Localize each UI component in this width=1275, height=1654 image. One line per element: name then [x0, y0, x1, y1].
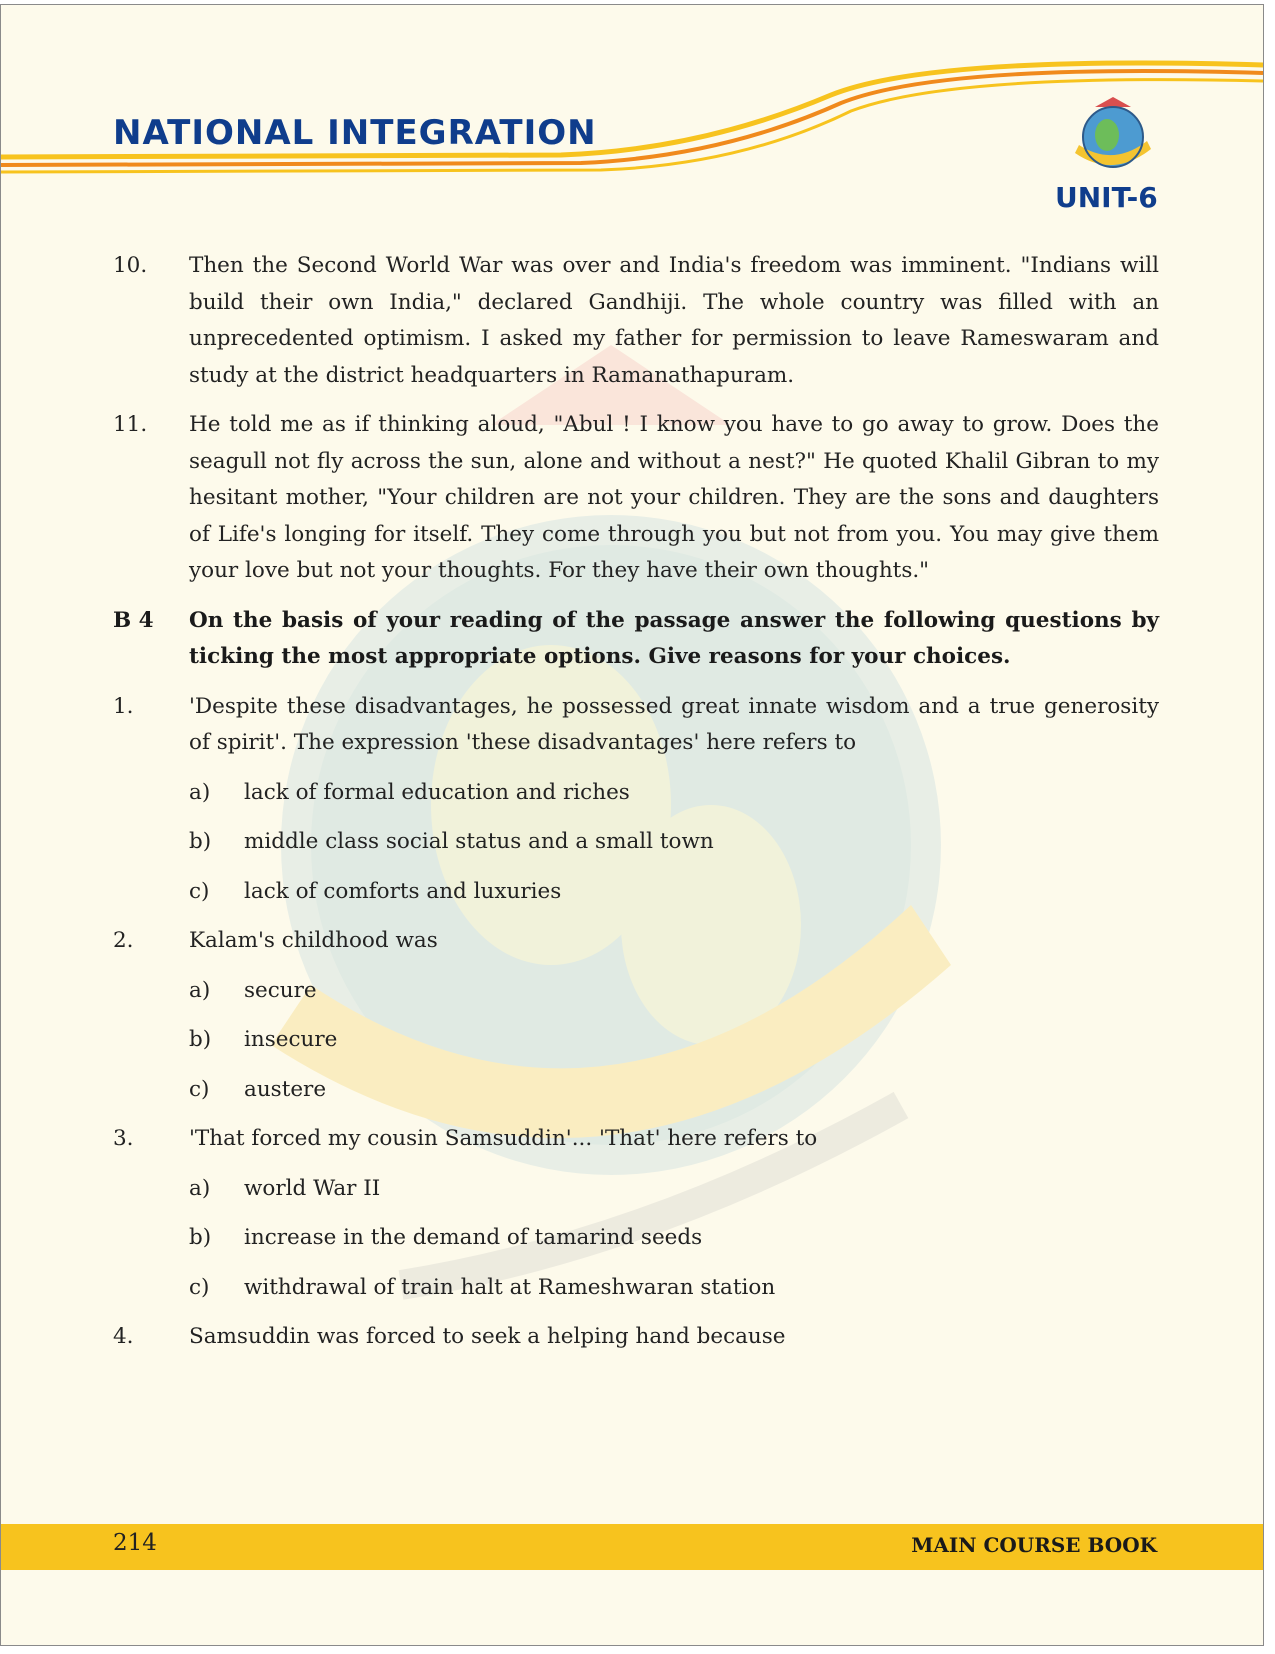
question-text: Samsuddin was forced to seek a helping hand because [189, 1324, 786, 1349]
question-text: 'Despite these disadvantages, he possessed great innate wisdom and a true generosity of spirit'. The expression 'these disadvantages' here refers to [189, 693, 1159, 755]
paragraph-text: He told me as if thinking aloud, "Abul ! I know you have to go away to grow. Does the seagull not fly across the sun, alone and without a nest?" He quoted Khalil Gibran to my hesitant mother, "Your children are not your children. They are the sons and daughters of Life's longing for itself. They come through you but not from you. You may give them your love but not your thoughts. For they have their own thoughts." [189, 412, 1159, 583]
option-item[interactable] [189, 1022, 1159, 1059]
option-text: lack of comforts and luxuries [244, 878, 562, 904]
question-text: Kalam's childhood was [189, 928, 438, 953]
option-item[interactable] [189, 1072, 1159, 1109]
option-text: lack of formal education and riches [244, 779, 630, 805]
question-number: 3. [113, 1126, 134, 1151]
option-item[interactable] [189, 1220, 1159, 1257]
option-text: middle class social status and a small town [244, 829, 714, 854]
option-text: secure [244, 977, 317, 1003]
option-letter: a) [189, 779, 211, 805]
book-label: MAIN COURSE BOOK [911, 1533, 1157, 1557]
option-item[interactable] [189, 775, 1159, 812]
page-content [113, 248, 1159, 1369]
option-letter: c) [189, 1274, 210, 1300]
option-letter: b) [189, 829, 212, 854]
textbook-page [0, 4, 1264, 1646]
instruction-text: On the basis of your reading of the passage answer the following questions by ticking the most appropriate options. Give reasons for your choices. [189, 607, 1159, 669]
option-text: withdrawal of train halt at Rameshwaran station [244, 1274, 776, 1300]
paragraph-number: 11. [113, 412, 148, 437]
question-3 [113, 1121, 1159, 1158]
option-letter: a) [189, 977, 211, 1003]
question-number: 1. [113, 693, 134, 719]
option-letter: b) [189, 1225, 212, 1250]
paragraph-11 [113, 407, 1159, 590]
option-item[interactable] [189, 1270, 1159, 1307]
option-text: increase in the demand of tamarind seeds [244, 1225, 703, 1250]
option-text: world War II [244, 1175, 381, 1201]
question-4 [113, 1319, 1159, 1356]
question-number: 2. [113, 928, 134, 953]
option-item[interactable] [189, 973, 1159, 1010]
option-text: austere [244, 1076, 327, 1102]
footer-band [1, 1524, 1263, 1570]
question-1 [113, 689, 1159, 762]
option-letter: a) [189, 1175, 211, 1201]
paragraph-text: Then the Second World War was over and India's freedom was imminent. "Indians will build their own India," declared Gandhiji. The whole country was filled with an unprecedented optimism. I asked my father for permission to leave Rameswaram and study at the district headquarters in Ramanathapuram. [189, 253, 1159, 388]
section-label: B 4 [113, 607, 154, 633]
paragraph-number: 10. [113, 253, 148, 278]
option-item[interactable] [189, 874, 1159, 911]
cbse-logo [1067, 91, 1159, 183]
option-text: insecure [244, 1027, 338, 1052]
option-item[interactable] [189, 1171, 1159, 1208]
unit-label: UNIT-6 [1055, 181, 1158, 214]
question-text: 'That forced my cousin Samsuddin'... 'That' here refers to [189, 1126, 818, 1151]
paragraph-10 [113, 248, 1159, 394]
option-letter: c) [189, 1076, 210, 1102]
option-letter: c) [189, 878, 210, 904]
option-item[interactable] [189, 824, 1159, 861]
section-b4-instruction [113, 603, 1159, 676]
option-letter: b) [189, 1027, 212, 1052]
page-number: 214 [113, 1530, 157, 1556]
question-2 [113, 923, 1159, 960]
question-number: 4. [113, 1324, 134, 1349]
section-title: NATIONAL INTEGRATION [113, 113, 597, 153]
